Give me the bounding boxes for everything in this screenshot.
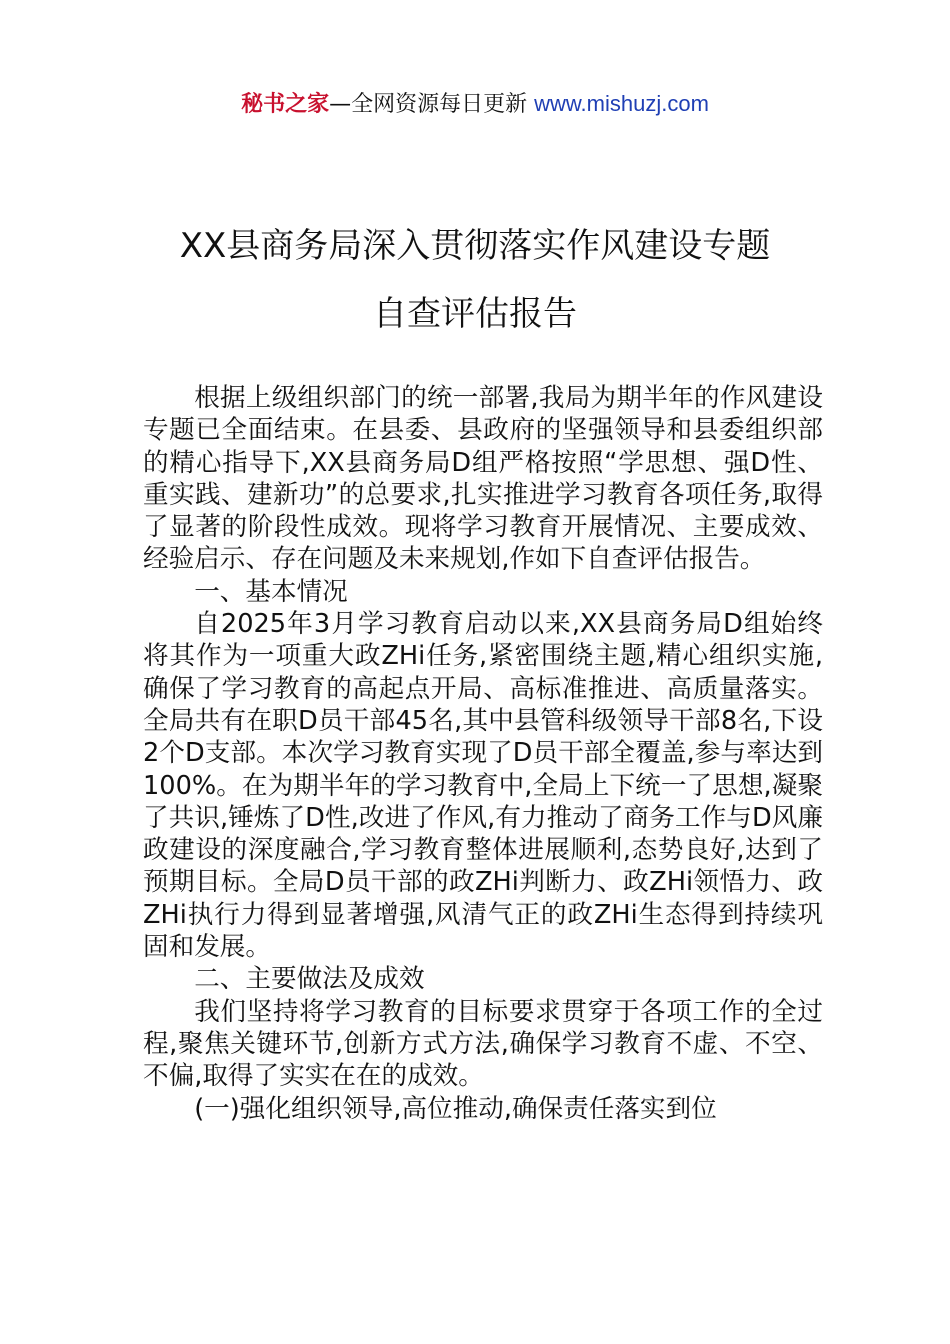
document-title-line-1: XX县商务局深入贯彻落实作风建设专题: [179, 226, 771, 266]
main-practices-paragraph: 我们坚持将学习教育的目标要求贯穿于各项工作的全过程,聚焦关键环节,创新方式方法,确保学习教育不虚、不空、不偏,取得了实实在在的成效。: [143, 996, 823, 1092]
subsection-heading-organization: (一)强化组织领导,高位推动,确保责任落实到位: [194, 1093, 717, 1124]
section-heading-basic-situation: 一、基本情况: [194, 576, 348, 607]
header-separator: —: [329, 92, 352, 117]
site-brand: 秘书之家: [241, 92, 330, 117]
document-title-line-2: 自查评估报告: [373, 294, 577, 334]
section-heading-main-practices: 二、主要做法及成效: [194, 964, 425, 995]
site-url-link[interactable]: www.mishuzj.com: [534, 91, 709, 116]
document-body: [143, 382, 823, 1125]
header-slogan: 全网资源每日更新: [351, 92, 535, 117]
site-header: [0, 88, 950, 121]
basic-situation-paragraph: 自2025年3月学习教育启动以来,XX县商务局D组始终将其作为一项重大政ZHi任务,紧密围绕主题,精心组织实施,确保了学习教育的高起点开局、高标准推进、高质量落实。全局共有在职D员干部45名,其中县管科级领导干部8名,下设2个D支部。本次学习教育实现了D员干部全覆盖,参与率达到100%。在为期半年的学习教育中,全局上下统一了思想,凝聚了共识,锤炼了D性,改进了作风,有力推动了商务工作与D风廉政建设的深度融合,学习教育整体进展顺利,态势良好,达到了预期目标。全局D员干部的政ZHi判断力、政ZHi领悟力、政ZHi执行力得到显著增强,风清气正的政ZHi生态得到持续巩固和发展。: [143, 609, 823, 963]
intro-paragraph: 根据上级组织部门的统一部署,我局为期半年的作风建设专题已全面结束。在县委、县政府的坚强领导和县委组织部的精心指导下,XX县商务局D组严格按照“学思想、强D性、重实践、建新功”的总要求,扎实推进学习教育各项任务,取得了显著的阶段性成效。现将学习教育开展情况、主要成效、经验启示、存在问题及未来规划,作如下自查评估报告。: [143, 383, 823, 575]
